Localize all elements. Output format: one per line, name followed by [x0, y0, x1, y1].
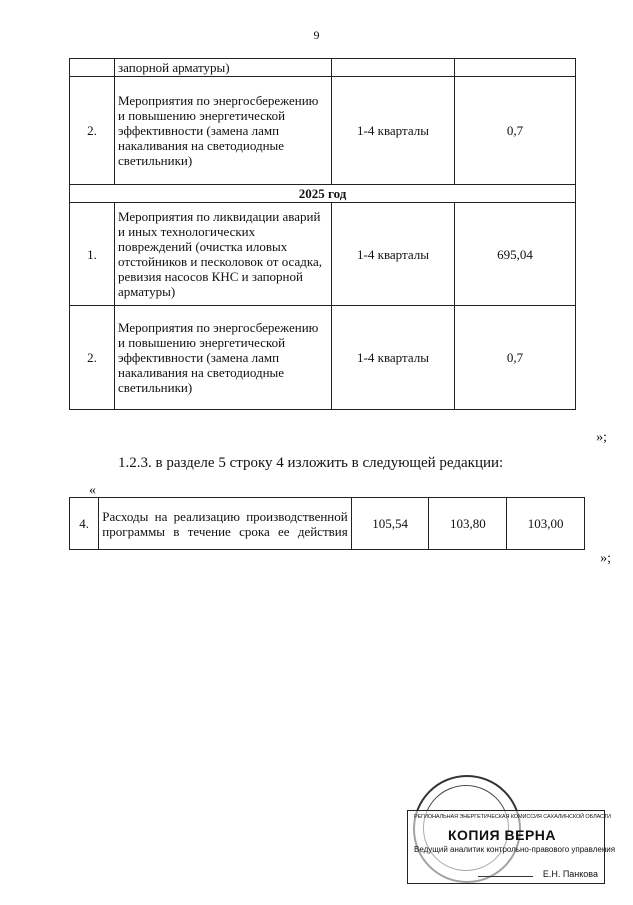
closing-quote: »;: [596, 430, 607, 445]
row-value: 0,7: [455, 306, 576, 410]
row-value: [455, 59, 576, 77]
row-number: 2.: [70, 77, 115, 185]
stamp-organization: РЕГИОНАЛЬНАЯ ЭНЕРГЕТИЧЕСКАЯ КОМИССИЯ САХАЛИНСКОЙ ОБЛАСТИ: [414, 814, 611, 820]
stamp-signer-name: Е.Н. Панкова: [542, 869, 598, 879]
year-label: 2025 год: [70, 185, 576, 203]
row-value: 0,7: [455, 77, 576, 185]
stamp-position: Ведущий аналитик контрольно-правового управления: [414, 845, 616, 854]
amendment-paragraph: 1.2.3. в разделе 5 строку 4 изложить в следующей редакции:: [118, 455, 504, 471]
row-description: Расходы на реализацию производственной программы в течение срока ее действия: [99, 498, 351, 550]
page-number: 9: [313, 28, 320, 42]
closing-quote: »;: [600, 551, 611, 566]
table-row: [70, 59, 576, 77]
row-quarters: 1-4 кварталы: [332, 77, 455, 185]
year-header-row: [70, 185, 576, 203]
expenses-table: [69, 497, 585, 550]
row-number: 1.: [70, 203, 115, 306]
table-row: [70, 306, 576, 410]
opening-quote: «: [89, 483, 96, 498]
row-quarters: [332, 59, 455, 77]
copy-certified-box: [407, 810, 616, 884]
certification-stamp: [405, 775, 616, 885]
value-cell: 105,54: [351, 498, 429, 550]
signature-line: [478, 876, 533, 877]
activities-table: [69, 58, 576, 410]
row-quarters: 1-4 кварталы: [332, 306, 455, 410]
table-row: [70, 77, 576, 185]
row-description: Мероприятия по энергосбережению и повышению энергетической эффективности (замена ламп накаливания на светодиодные светильники): [115, 77, 332, 185]
row-value: 695,04: [455, 203, 576, 306]
row-description: Мероприятия по энергосбережению и повышению энергетической эффективности (замена ламп накаливания на светодиодные светильники): [115, 306, 332, 410]
row-number: 2.: [70, 306, 115, 410]
stamp-title: КОПИЯ ВЕРНА: [448, 827, 557, 843]
row-description: запорной арматуры): [115, 59, 332, 77]
row-description: Мероприятия по ликвидации аварий и иных технологических повреждений (очистка иловых отстойников и песколовок от осадка, ревизия насосов КНС и запорной арматуры): [115, 203, 332, 306]
row-number: 4.: [70, 498, 99, 550]
table-row: [70, 203, 576, 306]
value-cell: 103,00: [507, 498, 585, 550]
table-row: [70, 498, 585, 550]
row-number: [70, 59, 115, 77]
row-quarters: 1-4 кварталы: [332, 203, 455, 306]
value-cell: 103,80: [429, 498, 507, 550]
